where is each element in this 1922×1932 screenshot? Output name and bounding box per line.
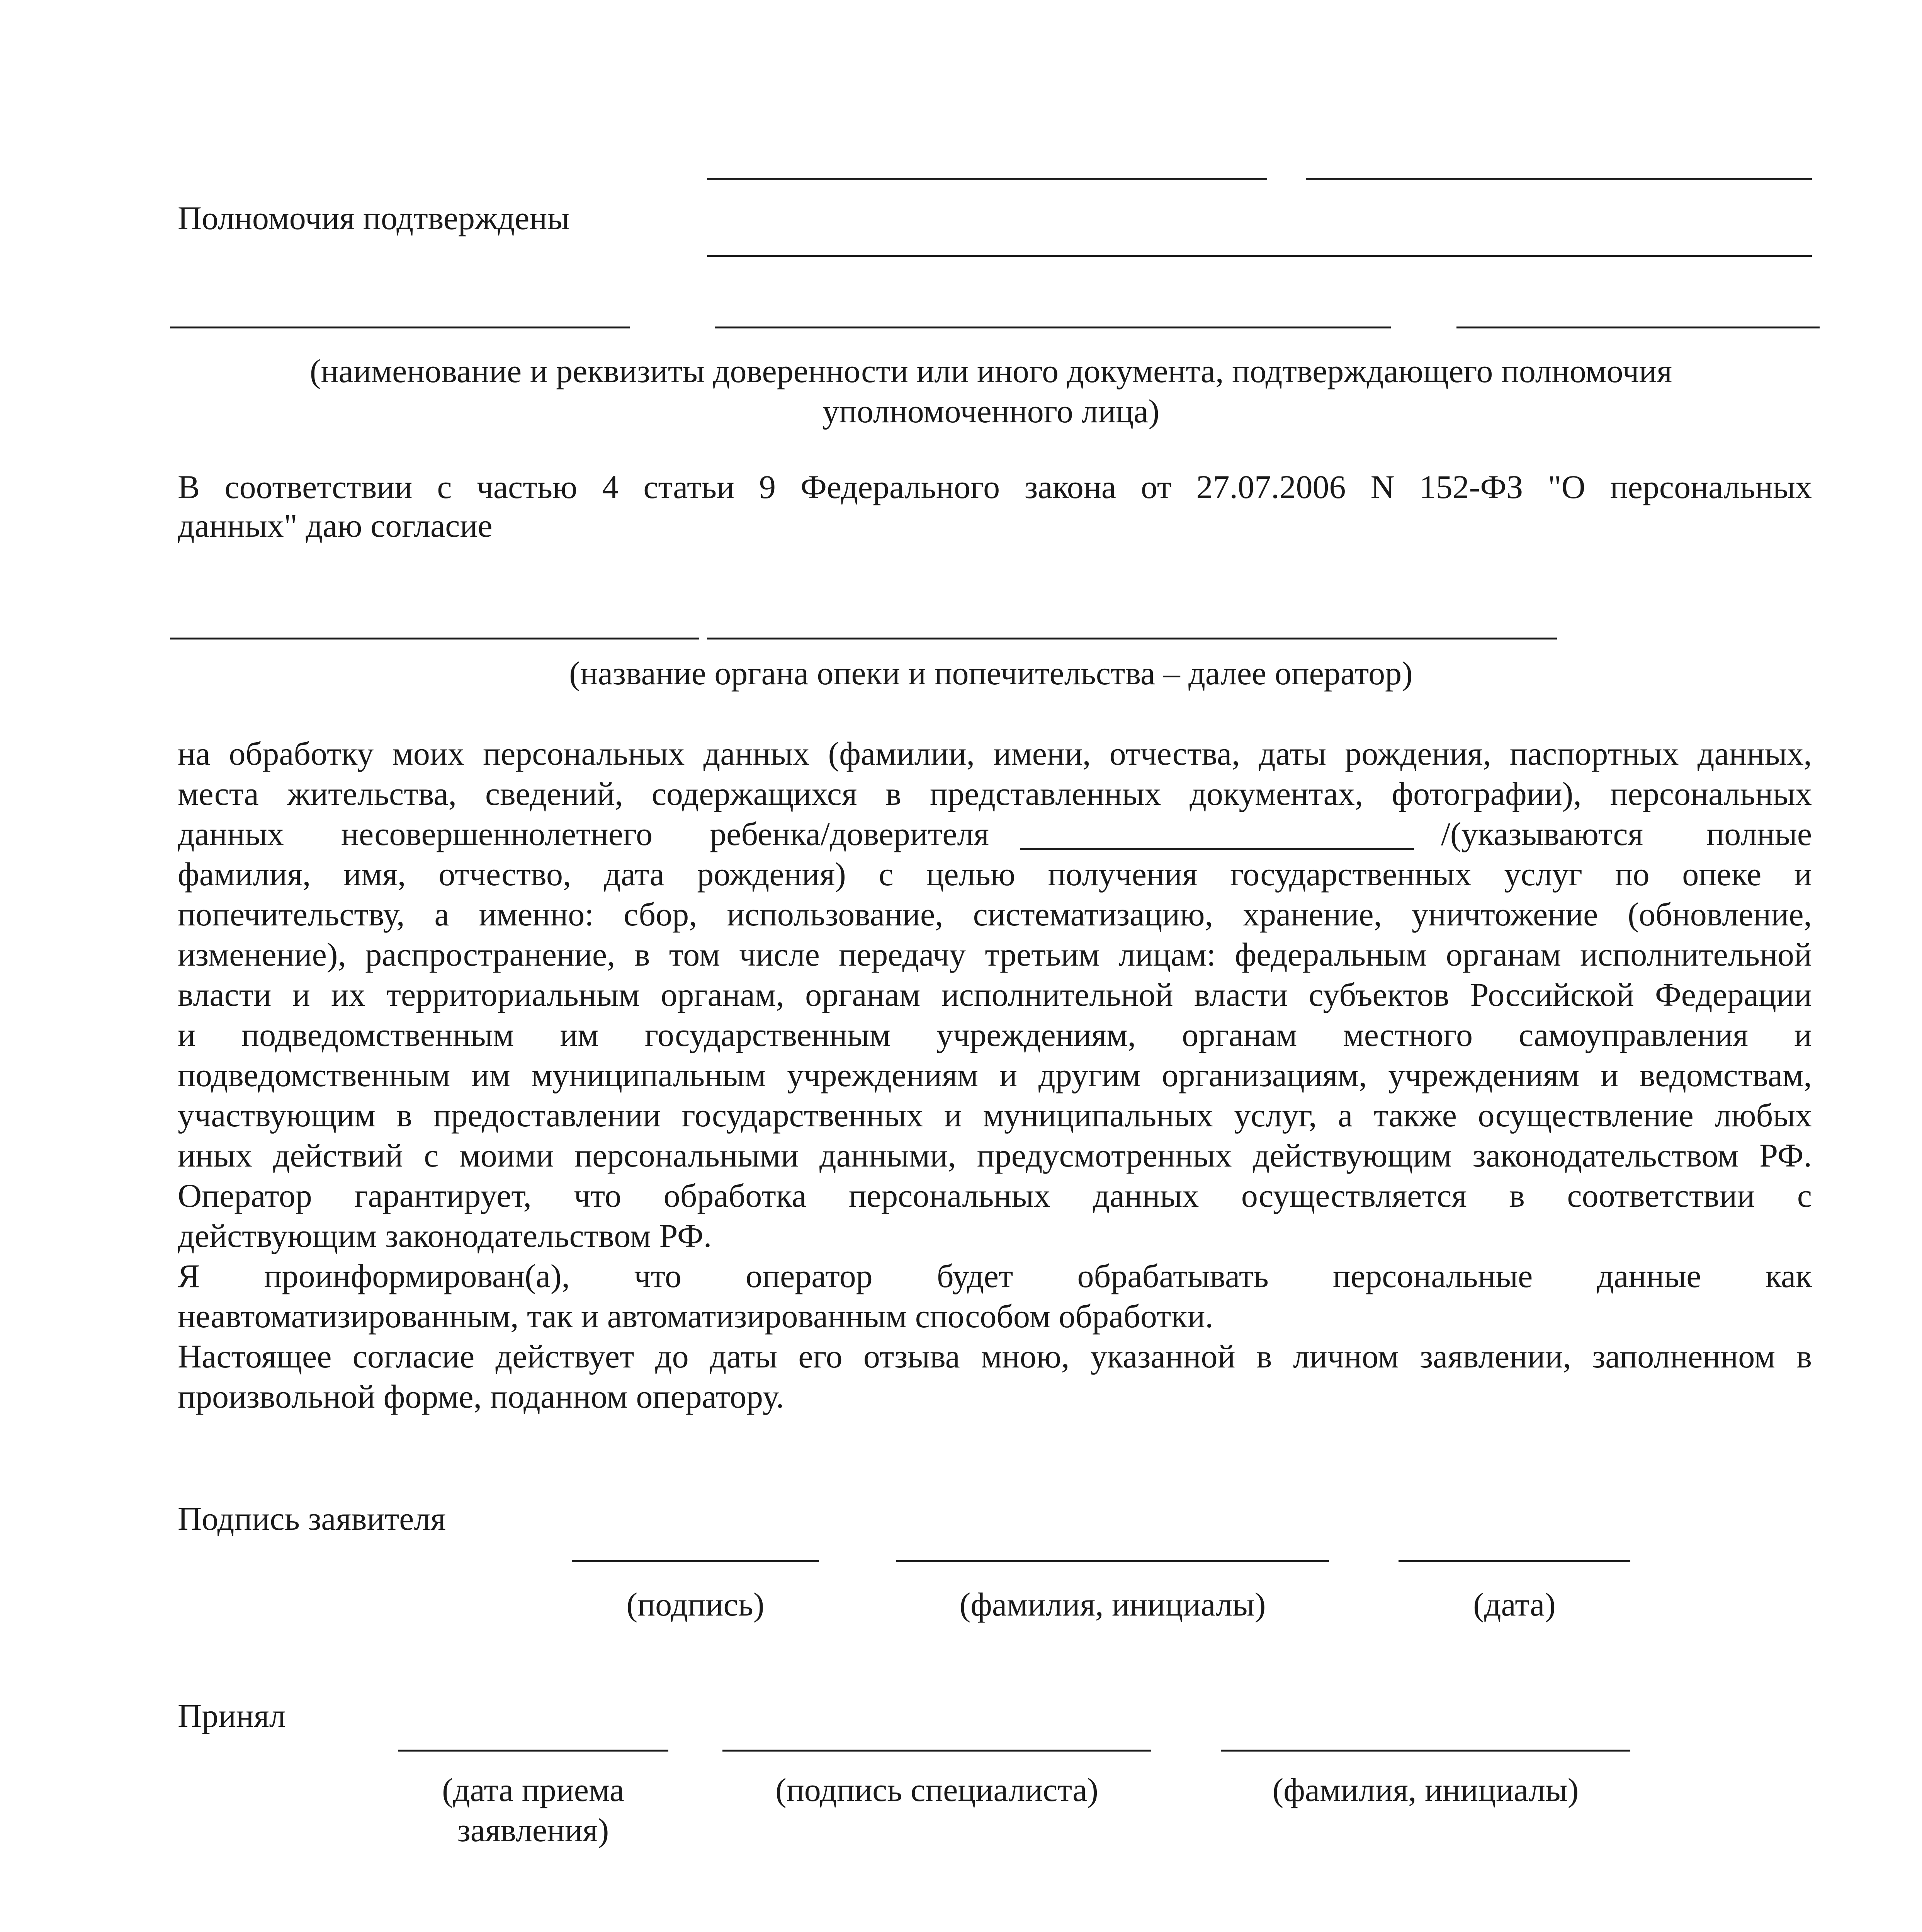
consent-intro-line-2: данных" даю согласие <box>178 507 493 544</box>
document-line-2 <box>715 327 1391 328</box>
authority-line-3 <box>707 255 1812 257</box>
child-name-blank <box>1020 848 1414 850</box>
accepted-label: Принял <box>178 1697 286 1734</box>
body-line: места жительства, сведений, содержащихся в представленных документах, фотографии), персональных <box>178 775 1812 812</box>
body-line: подведомственным им муниципальным учреждениям и другим организациям, учреждениям и ведомствам, <box>178 1056 1812 1094</box>
signature-line <box>572 1560 819 1562</box>
authority-confirmed-label: Полномочия подтверждены <box>178 199 570 236</box>
name-line <box>896 1560 1329 1562</box>
operator-line-1 <box>170 638 699 639</box>
body-line: на обработку моих персональных данных (фамилии, имени, отчества, даты рождения, паспортных данных, <box>178 735 1812 772</box>
body-line: Оператор гарантирует, что обработка персональных данных осуществляется в соответствии с <box>178 1177 1812 1214</box>
specialist-name-line <box>1221 1750 1630 1752</box>
body-line: власти и их территориальным органам, органам исполнительной власти субъектов Российской Федерации <box>178 976 1812 1013</box>
body-line: иных действий с моими персональными данными, предусмотренных действующим законодательством РФ. <box>178 1137 1812 1174</box>
body-line: фамилия, имя, отчество, дата рождения) с целью получения государственных услуг по опеке и <box>178 855 1812 893</box>
accept-date-line <box>398 1750 668 1752</box>
signature-caption: (подпись) <box>626 1586 765 1623</box>
body-line: Я проинформирован(а), что оператор будет обрабатывать персональные данные как <box>178 1257 1812 1294</box>
date-caption: (дата) <box>1473 1586 1556 1623</box>
specialist-signature-line <box>722 1750 1151 1752</box>
operator-line-2 <box>707 638 1557 639</box>
document-line-3 <box>1456 327 1820 328</box>
body-line: Настоящее согласие действует до даты его отзыва мною, указанной в личном заявлении, заполненном в <box>178 1338 1812 1375</box>
consent-body <box>178 733 1812 1417</box>
document-line-1 <box>170 327 630 328</box>
body-line-with-blank <box>178 814 1812 854</box>
body-line: произвольной форме, поданном оператору. <box>178 1378 784 1415</box>
accept-date-caption: (дата приема заявления) <box>442 1771 624 1849</box>
authority-line-1 <box>707 178 1267 180</box>
body-line: попечительству, а именно: сбор, использование, систематизацию, хранение, уничтожение (обновление, <box>178 896 1812 933</box>
body-line: изменение), распространение, в том числе передачу третьим лицам: федеральным органам исполнительной <box>178 936 1812 973</box>
body-line-3-end: /(указываются полные <box>1441 815 1812 852</box>
date-line <box>1399 1560 1630 1562</box>
document-caption: (наименование и реквизиты доверенности или иного документа, подтверждающего полномочия уполномоченного лица) <box>309 352 1672 430</box>
name-caption: (фамилия, инициалы) <box>959 1586 1266 1623</box>
applicant-signature-label: Подпись заявителя <box>178 1500 446 1537</box>
body-line: действующим законодательством РФ. <box>178 1217 712 1254</box>
body-line-3-start: данных несовершеннолетнего ребенка/доверителя <box>178 815 989 852</box>
consent-intro-line-1: В соответствии с частью 4 статьи 9 Федерального закона от 27.07.2006 N 152-ФЗ "О персональных <box>178 468 1812 505</box>
body-line: участвующим в предоставлении государственных и муниципальных услуг, а также осуществление любых <box>178 1097 1812 1134</box>
authority-line-2 <box>1306 178 1812 180</box>
specialist-caption: (подпись специалиста) <box>775 1771 1098 1808</box>
operator-caption: (название органа опеки и попечительства – далее оператор) <box>569 655 1413 692</box>
specialist-name-caption: (фамилия, инициалы) <box>1272 1771 1579 1808</box>
body-line: неавтоматизированным, так и автоматизированным способом обработки. <box>178 1298 1213 1335</box>
body-line: и подведомственным им государственным учреждениям, органам местного самоуправления и <box>178 1016 1812 1053</box>
